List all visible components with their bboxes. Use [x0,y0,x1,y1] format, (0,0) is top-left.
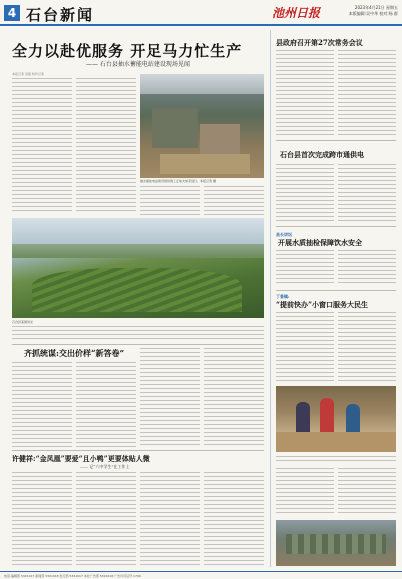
people-column-1 [276,312,334,382]
kicker-2: 丁香镇: [276,294,290,299]
tea-garden-photo [12,218,264,318]
divider [276,290,396,291]
newspaper-logo: 池州日报 [272,6,321,20]
meeting-headline: 县政府召开第27次常务会议 [276,38,363,47]
construction-photo [140,74,264,178]
lead-byline: 本报记者 吴强 特约记者 [12,72,44,76]
story1-column-4 [204,348,264,448]
people-column-2 [338,312,396,382]
editor-line: 本版编辑:吴中华 校对:杨 群 [348,11,398,16]
kicker-1: 县长讲坛 [276,232,292,237]
lead-column-1 [12,78,72,214]
divider [12,450,264,451]
story1-column-1 [12,362,72,448]
water-column-2 [338,250,396,286]
column-separator [270,30,271,567]
story2-column-4 [204,472,264,568]
story1-column-2 [76,362,136,448]
tea-garden-caption: 石台县茶园风光 [12,320,34,324]
story2-subheadline: —— 记“六中学生”在工作上 [80,464,130,469]
divider [276,140,396,141]
page-number: 4 [4,5,20,21]
drill-headline: 石台县首次完成跨市通供电 [280,150,364,159]
construction-caption: 抽水蓄能电站建设现场施工正如火如荼进行。本报记者 摄 [140,179,216,183]
lead-subheadline: —— 石台县抽水蓄能电站建设现场见闻 [86,61,190,68]
meeting-column-2 [338,50,396,136]
people-column-3 [276,468,334,516]
divider [12,344,264,345]
service-caption [276,456,396,464]
photo-caption-text [12,326,264,340]
water-headline: 开展水质抽检保障饮水安全 [278,238,362,247]
lead-column-3 [140,186,200,216]
story2-column-3 [140,472,200,568]
drill-column-1 [276,164,334,222]
section-title: 石台新闻 [26,6,95,24]
story2-headline: 许健祥:“金凤凰”要爱“且小鸭”更要体贴人微 [12,454,150,463]
header-meta [336,5,398,17]
lead-headline: 全力以赴优服务 开足马力忙生产 [12,42,243,60]
people-column-4 [338,468,396,516]
water-column-1 [276,250,334,286]
meeting-column-1 [276,50,334,136]
bottom-photo [276,520,396,566]
drill-column-2 [338,164,396,222]
story2-column-2 [76,472,136,568]
divider [276,226,396,227]
people-headline: “提前快办”小窗口服务大民生 [276,300,369,309]
story1-column-3 [140,348,200,448]
date-line: 2023年4月21日 星期五 [354,5,398,10]
lead-column-4 [204,186,264,216]
lead-column-2 [76,78,136,214]
story2-column-1 [12,472,72,568]
story1-headline: 齐抓统谋:交出价样“新答卷” [24,348,125,358]
service-photo [276,386,396,452]
footer: 电话:编辑部 5321017 新闻部 5321018 发行部 5321017 本社广告部 5321018 广告许可证号 1700 [0,571,402,579]
